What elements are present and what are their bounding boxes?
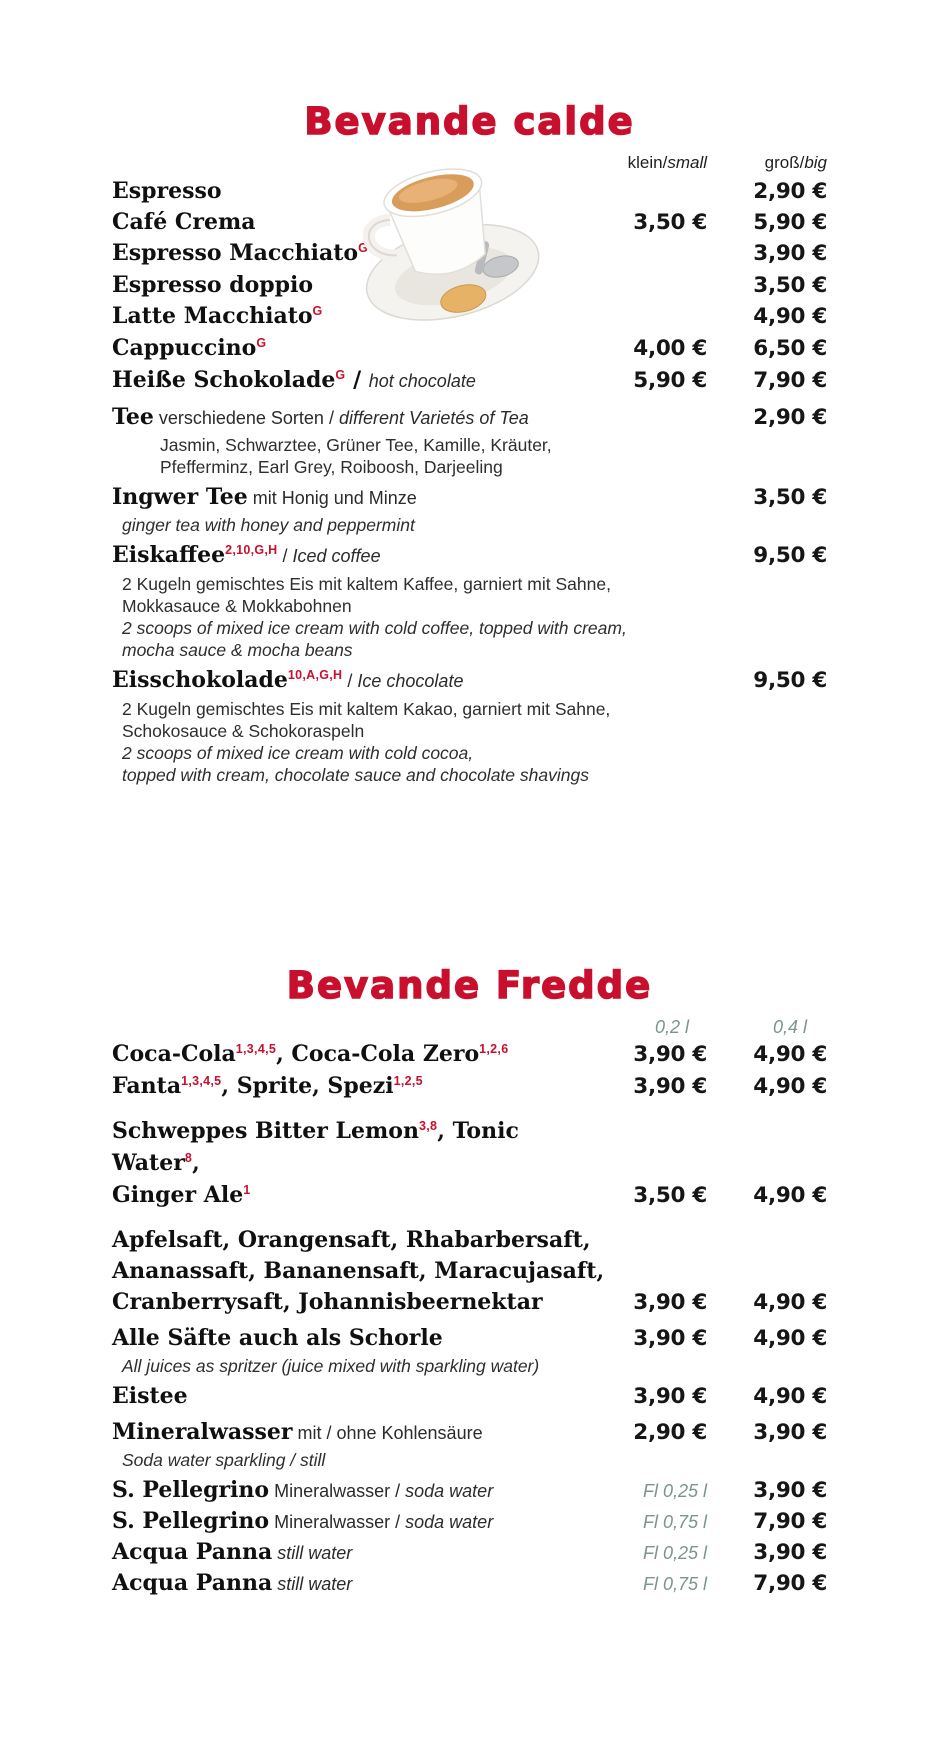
item-name: Ginger Ale [112,1182,244,1208]
item-name: Cranberrysaft, Johannisbeernektar [112,1289,543,1315]
col-header-small-de: klein/ [627,153,668,172]
price-big: 4,90 € [753,1384,827,1409]
item-name-cell [112,334,607,366]
price-big: 3,90 € [753,241,827,266]
price-small: 3,90 € [633,1042,707,1067]
price-small: 2,90 € [633,1420,707,1445]
item-note: Mineralwasser / [269,1512,406,1532]
item-name-cell [112,1117,607,1181]
item-name-cell [112,1181,607,1213]
item-name: / [345,367,369,393]
allergen-code: 1,2,5 [393,1074,423,1088]
cold-rows [112,1040,827,1600]
item-description: mocha sauce & mocha beans [122,640,353,660]
menu-row [112,541,827,573]
item-name-cell [112,1072,607,1104]
item-note: verschiedene Sorten / [153,408,339,428]
item-name-cell [112,366,607,398]
price-big: 9,50 € [753,668,827,693]
price-big: 4,90 € [753,1042,827,1067]
cold-column-headers [112,1017,827,1038]
price-big: 4,90 € [753,1326,827,1351]
allergen-code: G [312,304,323,318]
item-name: Eisschokolade [112,667,288,693]
item-description: All juices as spritzer (juice mixed with sparkling water) [122,1356,540,1376]
price-big: 7,90 € [753,1571,827,1596]
item-name-cell [112,1418,607,1449]
price-big: 3,50 € [753,273,827,298]
col-header-big-en: big [804,153,827,172]
item-name: Espresso Macchiato [112,240,359,266]
price-big: 3,90 € [753,1420,827,1445]
menu-row [112,1382,827,1413]
section-title-cold: Bevande Fredde [286,964,653,1007]
price-small: 3,50 € [633,210,707,235]
item-name: Ingwer Tee [112,484,248,510]
menu-row [112,1418,827,1449]
item-name: Acqua Panna [112,1570,273,1596]
item-name: Café Crema [112,209,256,235]
item-name: Apfelsaft, Orangensaft, Rhabarbersaft, [112,1227,591,1253]
menu-row [112,1569,827,1600]
col-header-02l: 0,2 l [654,1017,689,1037]
item-note: Mineralwasser / [269,1481,406,1501]
bottle-size: Fl 0,25 l [642,1481,707,1501]
item-description: Soda water sparkling / still [122,1450,326,1470]
price-big: 3,90 € [753,1540,827,1565]
item-name-cell [112,1538,607,1569]
item-note: / [342,671,358,691]
item-name: , Sprite, Spezi [221,1073,394,1099]
price-big: 3,50 € [753,485,827,510]
item-name-cell [112,1040,607,1072]
price-big: 5,90 € [753,210,827,235]
price-small: 4,00 € [633,336,707,361]
col-header-04l: 0,4 l [772,1017,807,1037]
item-name: Schweppes Bitter Lemon [112,1118,419,1144]
item-note-en: hot chocolate [368,371,476,391]
col-header-small-en: small [667,153,707,172]
item-name-cell [112,403,607,434]
menu-row [112,334,827,366]
price-big: 6,50 € [753,336,827,361]
menu-row [112,666,827,698]
item-description: Jasmin, Schwarztee, Grüner Tee, Kamille, Kräuter, [160,435,552,455]
bottle-size: Fl 0,75 l [642,1512,707,1532]
item-name: Alle Säfte auch als Schorle [112,1325,443,1351]
menu-row [112,1072,827,1104]
item-name: Heiße Schokolade [112,367,336,393]
item-note-en: soda water [405,1512,494,1532]
item-description: Schokosauce & Schokoraspeln [122,721,365,741]
item-name: Fanta [112,1073,182,1099]
coffee-cup-photo [345,152,540,332]
item-name: Latte Macchiato [112,303,313,329]
menu-row [112,1181,827,1213]
price-big: 4,90 € [753,1290,827,1315]
item-description: 2 Kugeln gemischtes Eis mit kaltem Kakao, garniert mit Sahne, [122,699,611,719]
price-small: 3,50 € [633,1183,707,1208]
menu-row [112,1288,827,1319]
item-note: / [277,546,293,566]
allergen-code: 1,3,4,5 [235,1042,277,1056]
item-name-cell [112,1382,607,1413]
item-note-en: soda water [405,1481,494,1501]
section-title-hot: Bevande calde [304,100,635,143]
item-name: S. Pellegrino [112,1477,270,1503]
price-big: 7,90 € [753,368,827,393]
item-name: S. Pellegrino [112,1508,270,1534]
item-description: ginger tea with honey and peppermint [122,515,415,535]
allergen-code: 3,8 [418,1119,438,1133]
allergen-code: 1,3,4,5 [181,1074,222,1088]
item-name-cell [112,1257,607,1288]
item-note-en: Ice chocolate [357,671,464,691]
item-name: Coca-Cola [112,1041,236,1067]
menu-row [112,403,827,434]
item-name: Ananassaft, Bananensaft, Maracujasaft, [112,1258,605,1284]
allergen-code: 8 [184,1151,193,1165]
item-description: 2 scoops of mixed ice cream with cold coffee, topped with cream, [122,618,627,638]
item-description: 2 Kugeln gemischtes Eis mit kaltem Kaffee, garniert mit Sahne, [122,574,611,594]
menu-row [112,1324,827,1355]
cold-drinks-section [112,964,827,1600]
menu-row [112,1507,827,1538]
price-big: 4,90 € [753,1074,827,1099]
price-small: 5,90 € [633,368,707,393]
col-header-big-de: groß/ [764,153,805,172]
item-name-cell [112,1226,607,1257]
item-name: Tee [112,404,154,430]
item-note-en: still water [277,1543,353,1563]
menu-row [112,483,827,514]
item-name-cell [112,483,607,514]
item-note: mit / ohne Kohlensäure [292,1423,483,1443]
price-big: 3,90 € [753,1478,827,1503]
menu-row [112,1538,827,1569]
price-small: 3,90 € [633,1384,707,1409]
item-name: Mineralwasser [112,1419,293,1445]
item-name: Eistee [112,1383,188,1409]
item-description: Mokkasauce & Mokkabohnen [122,596,352,616]
bottle-size: Fl 0,75 l [642,1574,707,1594]
col-header-big [707,153,827,173]
item-description: Pfefferminz, Earl Grey, Roiboosh, Darjeeling [160,457,503,477]
menu-row [112,1257,827,1288]
item-name-cell [112,666,607,698]
price-big: 2,90 € [753,405,827,430]
allergen-code: G [256,336,267,350]
menu-row [112,1117,827,1181]
item-name: Espresso [112,178,222,204]
item-name: Eiskaffee [112,542,226,568]
item-name: Espresso doppio [112,272,314,298]
menu-row [112,1226,827,1257]
price-big: 7,90 € [753,1509,827,1534]
item-note-en: still water [277,1574,353,1594]
price-big: 4,90 € [753,1183,827,1208]
item-note: mit Honig und Minze [247,488,417,508]
item-name-cell [112,1288,607,1319]
price-small: 3,90 € [633,1074,707,1099]
item-description: topped with cream, chocolate sauce and chocolate shavings [122,765,589,785]
price-small: 3,90 € [633,1290,707,1315]
item-name: Acqua Panna [112,1539,273,1565]
item-description: 2 scoops of mixed ice cream with cold cocoa, [122,743,474,763]
allergen-code: 1,2,6 [479,1042,509,1056]
menu-row [112,1476,827,1507]
col-header-small [607,153,707,173]
item-name-cell [112,1507,607,1538]
price-big: 9,50 € [753,543,827,568]
price-big: 2,90 € [753,179,827,204]
allergen-code: 1 [243,1183,251,1197]
item-note-en: Iced coffee [292,546,381,566]
menu-row [112,366,827,398]
item-name-cell [112,1476,607,1507]
item-note-en: different Varietés of Tea [338,408,529,428]
allergen-code: G [335,368,346,382]
price-small: 3,90 € [633,1326,707,1351]
item-name-cell [112,1569,607,1600]
allergen-code: 10,A,G,H [287,668,343,682]
item-name-cell [112,541,607,573]
menu-row [112,1040,827,1072]
item-name: Cappuccino [112,335,257,361]
item-name: , [192,1150,200,1176]
hot-drinks-section [112,0,827,786]
allergen-code: 2,10,G,H [225,543,278,557]
item-name: , Tonic Water [112,1118,519,1176]
price-big: 4,90 € [753,304,827,329]
item-name-cell [112,1324,607,1355]
allergen-code: G [358,241,369,255]
bottle-size: Fl 0,25 l [642,1543,707,1563]
item-name: , Coca-Cola Zero [276,1041,480,1067]
